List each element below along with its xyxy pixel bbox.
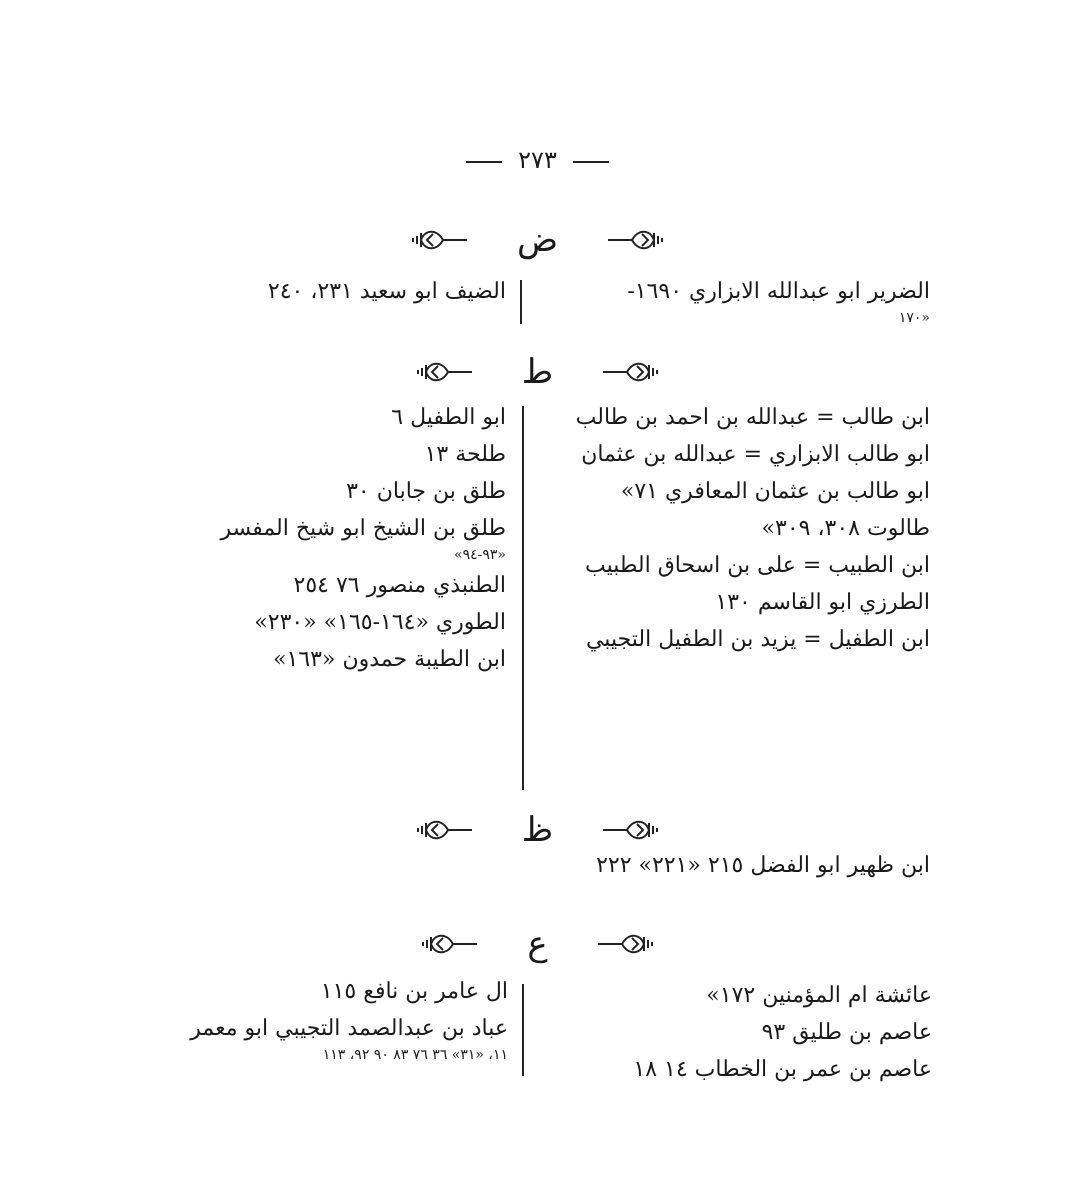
entry-text: ابو الطفيل ٦ [391,405,506,430]
index-entry [110,276,506,308]
section-letter: ع [527,924,548,964]
column-divider [522,984,524,1076]
index-entry [540,1017,932,1049]
entry-text: الضيف ابو سعيد ٢٣١، ٢٤٠ [267,279,506,304]
section-letter: ظ [521,810,554,850]
entry-continuation: «١٧٠ [898,310,930,326]
index-entry [104,513,506,565]
entry-text: ابن الطفيل = يزيد بن الطفيل التجيبي [585,627,930,652]
index-entry [540,550,930,582]
index-entry [104,570,506,602]
ornament-icon [412,817,474,843]
ornament-icon [606,227,668,253]
index-entry [440,850,930,882]
entry-text: طلحة ١٣ [424,442,506,467]
index-entry [540,980,932,1012]
entry-text: عاصم بن عمر بن الخطاب ١٤ ١٨ [633,1057,932,1082]
index-entry [540,587,930,619]
entry-text: ابن الطيبة حمدون «١٦٣» [273,647,506,672]
entry-text: عباد بن عبدالصمد التجيبي ابو معمر [190,1016,508,1041]
index-entry [104,402,506,434]
dash-right [573,161,609,163]
entry-text: ابو طالب بن عثمان المعافري ٧١» [620,479,930,504]
page-number [0,146,1075,174]
entry-text: ابو طالب الابزاري = عبدالله بن عثمان [581,442,930,467]
entry-continuation: ١١، «٣١» ٣٦ ٧٦ ٨٣ ٩٠ ٩٢، ١١٣ [322,1047,508,1063]
index-entry [540,513,930,545]
index-entry [104,644,506,676]
entry-text: عائشة ام المؤمنين ١٧٢» [706,983,932,1008]
entry-text: الطوري «١٦٤-١٦٥» «٢٣٠» [254,610,506,635]
entry-text: ال عامر بن نافع ١١٥ [320,979,508,1004]
entry-text: ابن طالب = عبدالله بن احمد بن طالب [575,405,930,430]
ornament-icon [407,227,469,253]
index-entry [104,607,506,639]
column-right [540,402,930,661]
entry-text: ابن الطبيب = على بن اسحاق الطبيب [585,553,930,578]
column-left [110,276,506,313]
index-entry [540,1054,932,1086]
entry-text: طلق بن الشيخ ابو شيخ المفسر [220,516,506,541]
index-entry [540,624,930,656]
index-entry [540,476,930,508]
index-entry [540,439,930,471]
section-head-dad [0,220,1075,260]
section-head-za [0,810,1075,850]
ornament-icon [601,817,663,843]
index-entry [104,1013,508,1065]
page-number-text: ٢٧٣ [518,146,557,174]
index-entry [104,476,506,508]
column-left [104,976,508,1070]
column-right [540,276,930,333]
column-divider [522,406,524,790]
section-letter: ط [521,352,554,392]
entry-text: عاصم بن طليق ٩٣ [761,1020,932,1045]
dash-left [466,161,502,163]
index-entry [540,402,930,434]
section-head-ain [0,924,1075,964]
entry-continuation: «٩٣-٩٤» [454,547,506,563]
entry-text: ابن ظهير ابو الفضل ٢١٥ «٢٢١» ٢٢٢ [596,853,930,878]
entry-text: طالوت ٣٠٨، ٣٠٩» [761,516,930,541]
entry-text: الطنبذي منصور ٧٦ ٢٥٤ [293,573,506,598]
entry-text: الضرير ابو عبدالله الابزاري ١٦٩٠- [627,279,930,304]
index-entry [540,276,930,328]
section-letter: ض [516,220,559,260]
index-entry [104,976,508,1008]
column-left [104,402,506,681]
section-head-ta [0,352,1075,392]
index-entry [104,439,506,471]
ornament-icon [417,931,479,957]
column-right [540,980,932,1091]
entry-text: طلق بن جابان ٣٠ [346,479,506,504]
ornament-icon [412,359,474,385]
entry-text: الطرزي ابو القاسم ١٣٠ [715,590,930,615]
column-divider [520,280,522,324]
ornament-icon [601,359,663,385]
ornament-icon [596,931,658,957]
